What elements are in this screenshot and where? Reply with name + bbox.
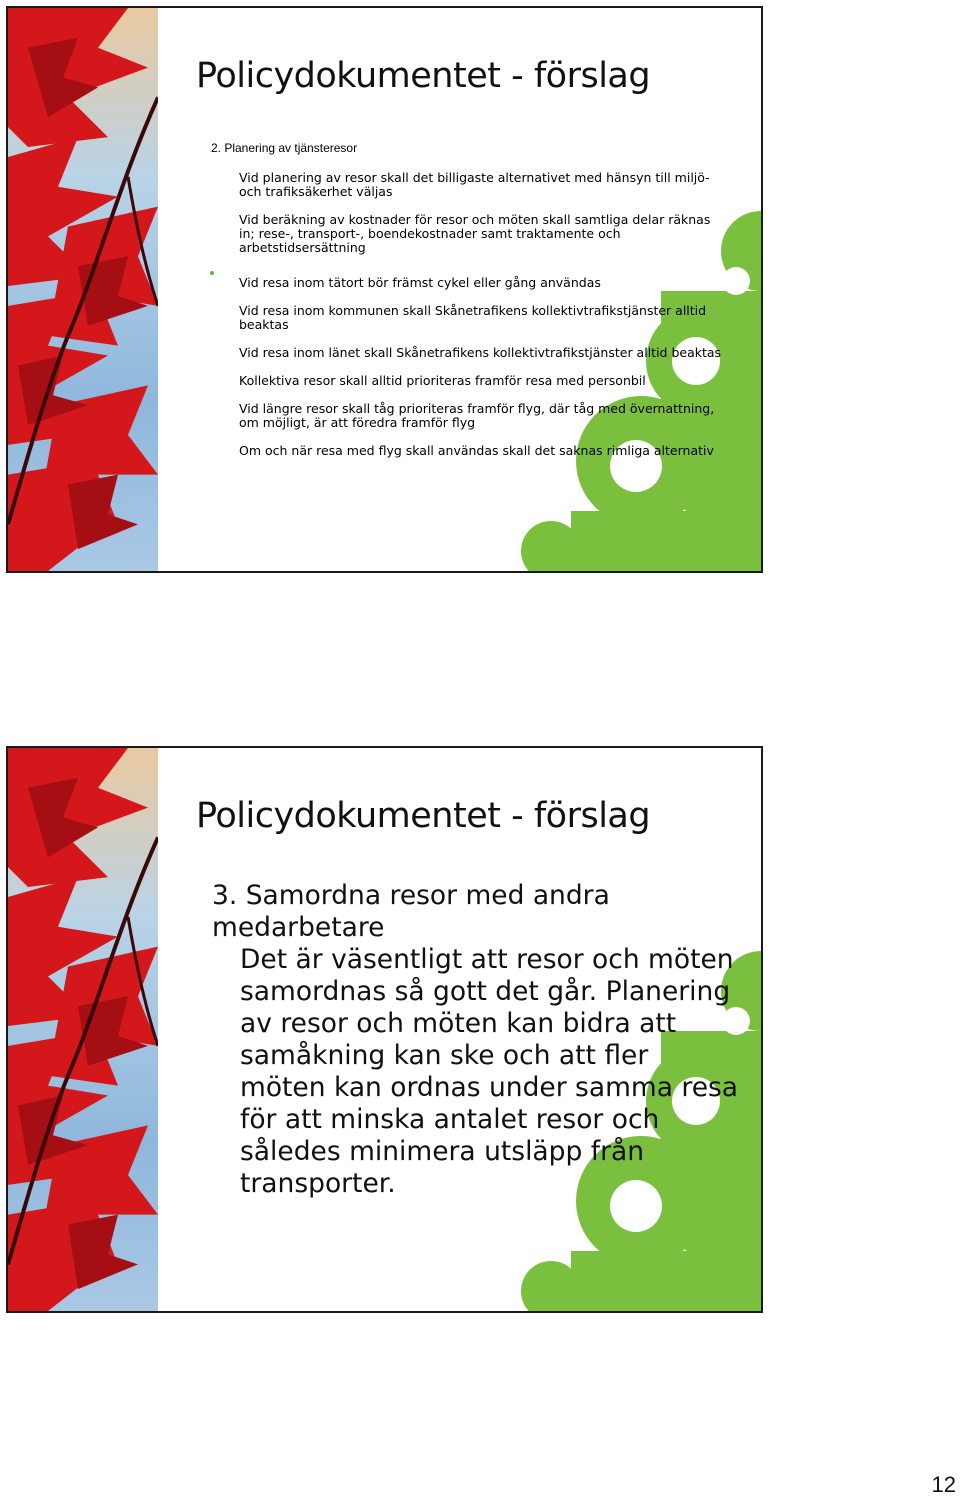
list-item: Om och när resa med flyg skall användas skall det saknas rimliga alternativ	[239, 443, 714, 458]
list-item: Vid resa inom länet skall Skånetrafikens kollektivtrafikstjänster alltid beaktas	[239, 345, 722, 360]
section-label: 2. Planering av tjänsteresor	[211, 141, 358, 155]
section-heading: 3. Samordna resor med andra medarbetare	[212, 880, 610, 943]
slide-title: Policydokumentet - förslag	[196, 796, 651, 836]
list-item: Vid längre resor skall tåg prioriteras framför flyg, där tåg med övernattning, om möjligt, är att föredra framför flyg	[239, 401, 715, 430]
bullet-dot	[210, 271, 214, 275]
list-item: Vid beräkning av kostnader för resor och möten skall samtliga delar räknas in; rese-, transport-, boendekostnader samt traktamente och arbetstidsersättning	[239, 212, 711, 255]
slide-1	[6, 6, 763, 573]
list-item: Kollektiva resor skall alltid prioriteras framför resa med personbil	[239, 373, 646, 388]
bullet-list	[239, 171, 729, 472]
list-item: Vid planering av resor skall det billigaste alternativet med hänsyn till miljö- och trafiksäkerhet väljas	[239, 170, 710, 199]
list-item: Vid resa inom kommunen skall Skånetrafikens kollektivtrafikstjänster alltid beaktas	[239, 303, 707, 332]
slide-title: Policydokumentet - förslag	[196, 56, 651, 96]
list-item: Vid resa inom tätort bör främst cykel eller gång användas	[239, 275, 601, 290]
maple-leaves-image	[8, 748, 158, 1311]
maple-leaves-image	[8, 8, 158, 571]
slide-2	[6, 746, 763, 1313]
page-number: 12	[931, 1472, 956, 1497]
section-body: Det är väsentligt att resor och möten samordnas så gott det går. Planering av resor och möten kan bidra att samåkning kan ske och att fler möten kan ordnas under samma resa för att minska antalet resor och således minimera utsläpp från transporter.	[240, 944, 739, 1199]
